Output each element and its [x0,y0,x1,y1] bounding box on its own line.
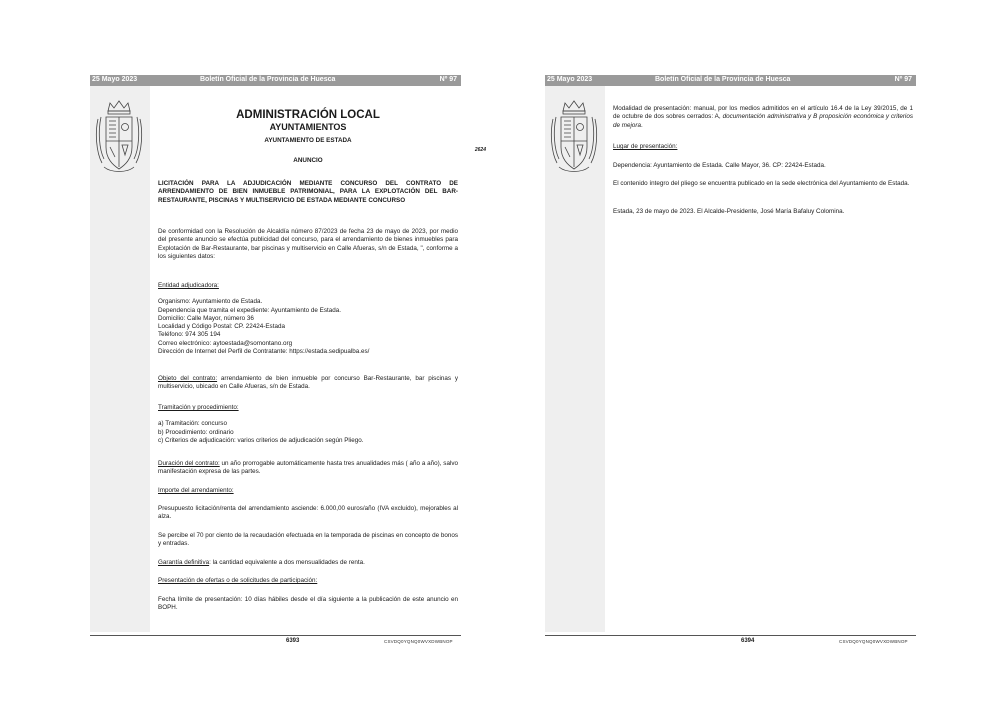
firma-text: Estada, 23 de mayo de 2023. El Alcalde-Presidente, José María Bafaluy Colomina. [613,208,845,215]
page-number: 6393 [286,638,300,644]
announcement-heading [158,180,458,205]
percibe-text: Se percibe el 70 por ciento de la recaudación efectuada en la temporada de piscinas en concepto de bonos y entradas. [158,532,459,548]
tramitacion-line: b) Procedimiento: ordinario [158,428,234,436]
garantia-section [158,559,458,567]
entidad-line: Teléfono: 974 305 194 [158,331,221,339]
verification-code: CSVDQ0YQNQ0WVXDWBNOP [384,639,453,644]
bulletin-page-left [90,0,490,707]
header-date: 25 Mayo 2023 [547,76,593,83]
section-subtitle: AYUNTAMIENTOS [269,122,347,132]
modalidad-italic: documentación administrativa y B proposición económica y criterios de mejora [613,113,913,129]
duracion-label: Duración del contrato: [158,460,220,467]
coat-of-arms-icon [549,97,599,177]
importe-heading: Importe del arrendamiento: [158,487,234,494]
heading-text: LICITACIÓN PARA LA ADJUDICACIÓN MEDIANTE CONCURSO DEL CONTRATO DE ARRENDAMIENTO DE BIEN INMUEBLE PATRIMONIAL, PARA LA EXPLOTACIÓN DEL BAR-RESTAURANTE, PISCINAS Y MULTISERVICIO DE ESTADA MEDIANTE CONCURSO [158,180,458,204]
entidad-section [158,282,458,356]
page-header-bar [90,75,461,86]
entidad-line: Dirección de Internet del Perfil de Contratante: https://estada.sedipualba.es/ [158,348,370,356]
percibe-paragraph [158,532,458,549]
duracion-text: un año prorrogable automáticamente hasta tres anualidades más ( año a año), salvo manifestación expresa de las partes. [158,460,458,476]
page-number: 6394 [741,638,755,644]
modalidad-prefix: Modalidad de presentación: manual, por los medios admitidos en el artículo 16.4 de la Ley 39/2015, de 1 de octubre de dos sobres cerrados: A, [613,105,913,121]
intro-paragraph [158,228,458,261]
modalidad-suffix: . [641,121,643,129]
anuncio-label: ANUNCIO [293,157,323,164]
dependencia-text: Dependencia: Ayuntamiento de Estada. Calle Mayor, 36. CP: 22424-Estada. [613,162,826,169]
registry-number: 2624 [474,147,486,153]
presupuesto-paragraph [158,505,458,522]
duracion-section [158,460,458,477]
lugar-section [613,143,913,151]
header-number: Nº 97 [894,76,912,83]
objeto-label: Objeto del contrato: [158,375,218,382]
entidad-line: Dependencia que tramita el expediente: Ayuntamiento de Estada. [158,306,341,314]
footer-rule [90,635,461,636]
tramitacion-line: a) Tramitación: concurso [158,420,227,428]
bulletin-page-right [545,0,945,707]
entidad-line: Organismo: Ayuntamiento de Estada. [158,298,263,306]
presentacion-heading: Presentación de ofertas o de solicitudes de participación: [158,577,318,584]
tramitacion-line: c) Criterios de adjudicación: varios criterios de adjudicación según Pliego. [158,436,364,444]
entidad-heading: Entidad adjudicadora: [158,282,219,289]
header-number: Nº 97 [439,76,457,83]
fecha-limite-paragraph [158,596,458,613]
page-header-bar [545,75,916,86]
footer-rule [545,635,916,636]
coat-of-arms-icon [94,97,144,177]
tramitacion-section [158,404,458,445]
firma-paragraph [613,208,913,216]
contenido-text: El contenido íntegro del pliego se encuentra publicado en la sede electrónica del Ayuntamiento de Estada. [613,180,910,187]
garantia-label: Garantía definitiva [158,559,210,566]
header-title: Boletín Oficial de la Provincia de Huesca [655,76,791,83]
presupuesto-text: Presupuesto licitación/renta del arrendamiento asciende: 6.000,00 euros/año (IVA excluido), mejorables al alza. [158,505,458,521]
entidad-line: Correo electrónico: aytoestada@somontano.org [158,339,293,347]
header-date: 25 Mayo 2023 [92,76,138,83]
entidad-line: Localidad y Código Postal: CP. 22424-Estada [158,323,285,331]
entidad-line: Domicilio: Calle Mayor, número 36 [158,314,254,322]
modalidad-paragraph [613,105,913,130]
lugar-heading: Lugar de presentación: [613,143,678,150]
entity-name: AYUNTAMIENTO DE ESTADA [264,137,352,144]
objeto-text: arrendamiento de bien inmueble por concurso Bar-Restaurante, bar piscinas y multiservicio, ubicado en Calle Afueras, s/n de Estada. [158,375,458,391]
objeto-section [158,375,458,392]
verification-code: CSVDQ0YQNQ0WVXDWBNOP [839,639,908,644]
contenido-paragraph [613,180,913,188]
importe-section [158,487,458,495]
tramitacion-heading: Tramitación y procedimiento: [158,404,239,411]
fecha-limite-text: Fecha límite de presentación: 10 días hábiles desde el día siguiente a la publicación de este anuncio en BOPH. [158,596,458,612]
header-title: Boletín Oficial de la Provincia de Huesca [200,76,336,83]
intro-text: De conformidad con la Resolución de Alcaldía número 87/2023 de fecha 23 de mayo de 2023, por medio del presente anuncio se efectúa publicidad del concurso, para el arrendamiento de bienes inmuebles para Explotación de Bar-Restaurante, bar piscinas y multiservicio en Calle Afueras, s/n de Estada, ", conforme a los siguientes datos: [158,228,458,260]
dependencia-paragraph [613,162,913,170]
presentacion-section [158,577,458,585]
garantia-text: : la cantidad equivalente a dos mensualidades de renta. [209,559,365,566]
section-title: ADMINISTRACIÓN LOCAL [236,109,380,121]
